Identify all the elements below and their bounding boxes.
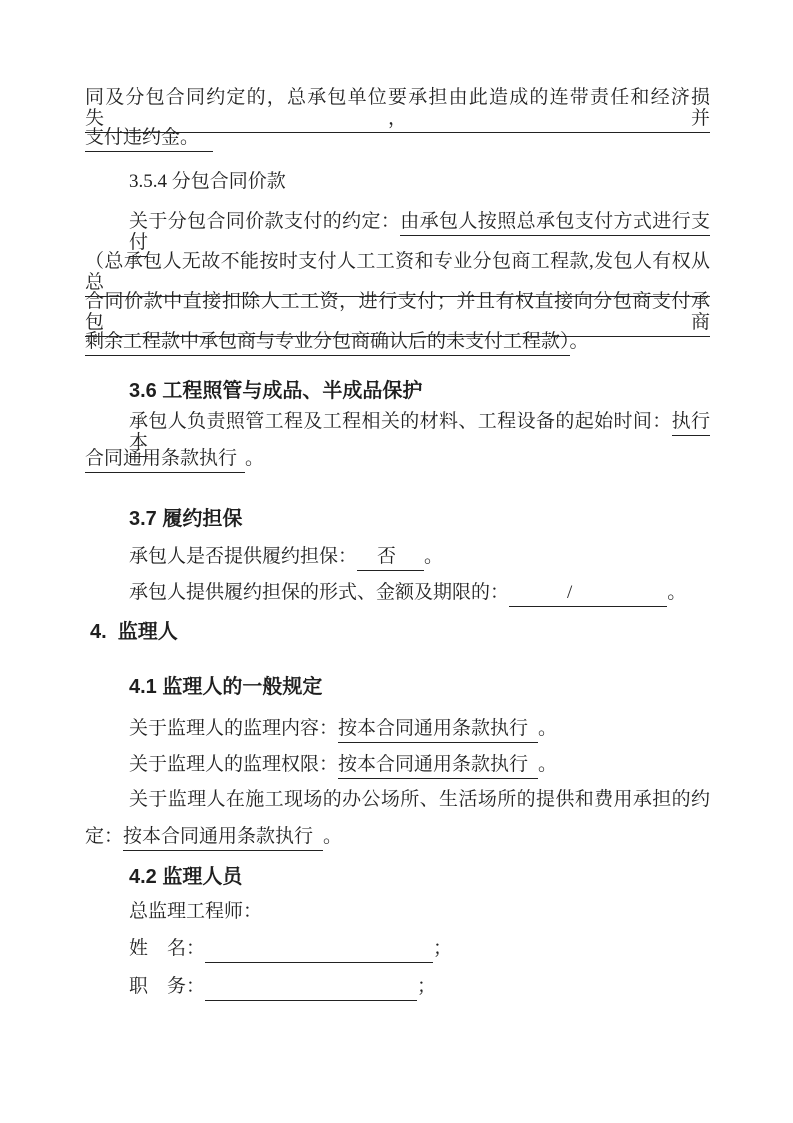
clause-3-6-heading: 3.6 工程照管与成品、半成品保护 xyxy=(129,380,423,402)
blank-spacer xyxy=(205,952,433,954)
supervision-authority-label: 关于监理人的监理权限： xyxy=(129,754,339,775)
supervision-authority-value: 按本合同通用条款执行 xyxy=(338,754,538,779)
subcontract-payment-line1 xyxy=(129,211,710,253)
supervision-site-period: 。 xyxy=(323,826,343,847)
carryover-clause-line2-wrap xyxy=(85,127,710,148)
guarantee-answer-text: 否 xyxy=(377,546,397,567)
guarantee-form-period: 。 xyxy=(667,582,687,603)
supervisor-title-blank xyxy=(205,976,417,1001)
supervision-scope-value: 按本合同通用条款执行 xyxy=(338,718,538,743)
supervision-authority-line xyxy=(129,754,710,775)
care-of-works-period: 。 xyxy=(245,448,265,469)
subcontract-payment-period: 。 xyxy=(569,331,589,352)
subcontract-payment-fill-line2: （总承包人无故不能按时支付人工工资和专业分包商工程款,发包人有权从总 xyxy=(85,251,710,297)
blank-spacer xyxy=(509,596,567,598)
care-of-works-label: 承包人负责照管工程及工程相关的材料、工程设备的起始时间： xyxy=(129,411,672,432)
supervision-site-line2-label: 定： xyxy=(85,826,124,847)
guarantee-question-label: 承包人是否提供履约担保： xyxy=(129,546,358,567)
clause-4-2-heading: 4.2 监理人员 xyxy=(129,866,243,888)
care-of-works-fill-line2: 合同通用条款执行 xyxy=(85,448,245,473)
blank-spacer xyxy=(205,990,417,992)
guarantee-answer-blank xyxy=(357,546,424,571)
supervision-site-value: 按本合同通用条款执行 xyxy=(123,826,323,851)
guarantee-form-blank xyxy=(509,582,667,607)
supervision-scope-period: 。 xyxy=(538,718,558,739)
chief-supervisor-label: 总监理工程师： xyxy=(129,901,263,922)
blank-spacer xyxy=(357,560,377,562)
subcontract-payment-fill-line3: 合同价款中直接扣除人工工资，进行支付；并且有权直接向分包商支付承包商 xyxy=(85,291,710,337)
guarantee-form-slash: / xyxy=(567,582,573,603)
blank-spacer xyxy=(572,596,667,598)
supervisor-name-semicolon: ； xyxy=(433,938,453,959)
supervisor-title-label: 职 务： xyxy=(129,976,206,997)
care-of-works-fill-line1: 执行本 xyxy=(129,411,710,457)
guarantee-form-line xyxy=(129,582,710,603)
subcontract-payment-label: 关于分包合同价款支付的约定： xyxy=(129,211,401,232)
supervision-scope-label: 关于监理人的监理内容： xyxy=(129,718,339,739)
guarantee-question-line xyxy=(129,546,710,567)
guarantee-form-label: 承包人提供履约担保的形式、金额及期限的： xyxy=(129,582,510,603)
subcontract-payment-fill-line1: 由承包人按照总承包支付方式进行支付 xyxy=(129,211,710,257)
carryover-clause-line1: 同及分包合同约定的，总承包单位要承担由此造成的连带责任和经济损失，并 xyxy=(85,87,710,133)
carryover-clause-line2: 支付违约金。 xyxy=(85,127,213,152)
supervision-site-line2 xyxy=(85,826,710,847)
subcontract-payment-line4 xyxy=(85,331,710,352)
supervisor-title-semicolon: ； xyxy=(417,976,437,997)
supervision-site-line1: 关于监理人在施工现场的办公场所、生活场所的提供和费用承担的约 xyxy=(129,789,710,810)
guarantee-question-period: 。 xyxy=(424,546,444,567)
supervisor-title-line xyxy=(129,976,710,997)
care-of-works-line2 xyxy=(85,448,710,469)
clause-4-1-heading: 4.1 监理人的一般规定 xyxy=(129,676,323,698)
clause-3-7-heading: 3.7 履约担保 xyxy=(129,508,243,530)
supervisor-name-label: 姓 名： xyxy=(129,938,206,959)
blank-spacer xyxy=(396,560,424,562)
care-of-works-line1 xyxy=(129,411,710,453)
clause-3-5-4-heading: 3.5.4 分包合同价款 xyxy=(129,171,286,192)
supervisor-name-blank xyxy=(205,938,433,963)
supervision-scope-line xyxy=(129,718,710,739)
supervision-authority-period: 。 xyxy=(538,754,558,775)
clause-4-heading: 4. 监理人 xyxy=(90,621,178,643)
subcontract-payment-fill-line4: 剩余工程款中承包商与专业分包商确认后的未支付工程款） xyxy=(85,331,570,356)
supervisor-name-line xyxy=(129,938,710,959)
